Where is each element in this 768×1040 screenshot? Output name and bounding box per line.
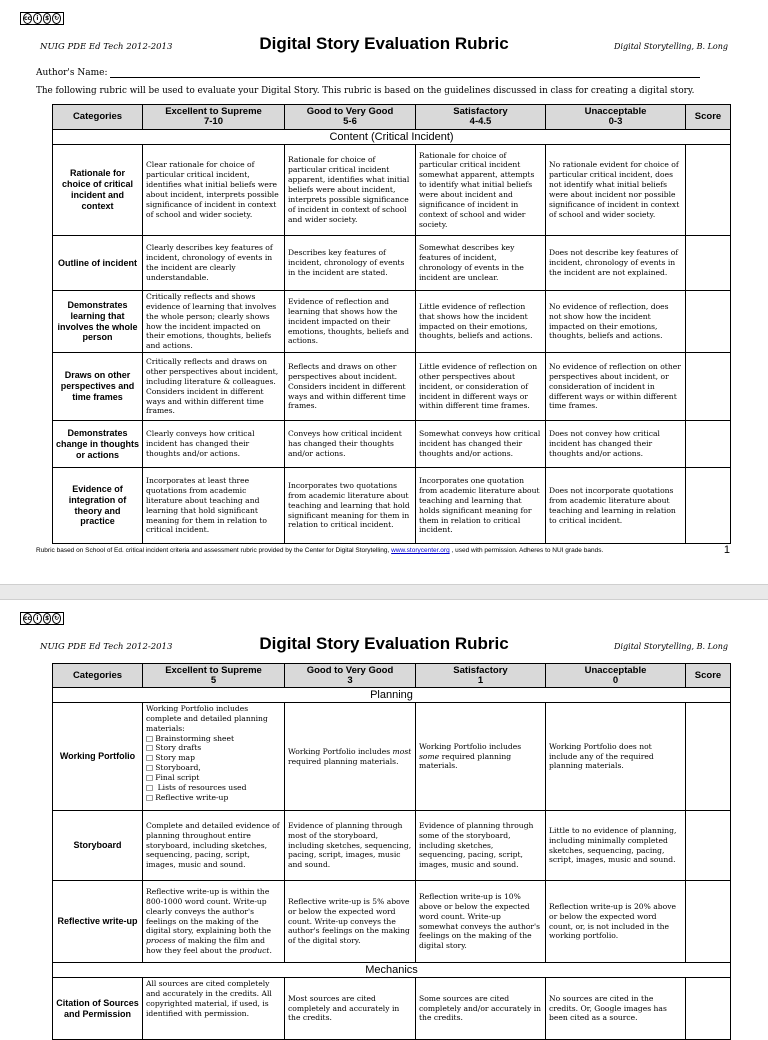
criteria-cell: All sources are cited completely and accurately in the credits. All copyrighted material, if used, is identified with permission. [143, 978, 285, 1040]
criteria-cell: Does not incorporate quotations from academic literature about teaching and learning in relation to critical incident. [546, 468, 686, 544]
author-name-field: Author's Name: [36, 68, 700, 78]
noncommercial-icon: $ [43, 613, 52, 624]
course-label: NUIG PDE Ed Tech 2012-2013 [40, 642, 173, 652]
author-name-line [110, 77, 700, 78]
page-number: 1 [723, 544, 730, 556]
criteria-cell: No rationale evident for choice of particular critical incident, does not identify what initial beliefs were about incident nor possible significance of incident in context of school and wider society. [546, 145, 686, 236]
criteria-cell: Describes key features of incident, chronology of events in the incident are stated. [285, 236, 416, 291]
column-header: Excellent to Supreme 5 [143, 664, 285, 688]
content-rubric-table [52, 104, 731, 544]
list-item: □ Story map [146, 753, 281, 763]
column-header: Score [686, 664, 731, 688]
criteria-cell: Complete and detailed evidence of planning throughout entire storyboard, including sketches, sequencing, pacing, script, images, music and sound. [143, 811, 285, 881]
score-cell[interactable] [686, 811, 731, 881]
category-label: Citation of Sources and Permission [53, 978, 143, 1040]
author-credit: Digital Storytelling, B. Long [614, 642, 728, 651]
column-header: Satisfactory 1 [416, 664, 546, 688]
planning-rubric-table [52, 663, 731, 1040]
score-cell[interactable] [686, 703, 731, 811]
category-label: Demonstrates learning that involves the whole person [53, 291, 143, 353]
criteria-cell: Conveys how critical incident has changed their thoughts and/or actions. [285, 421, 416, 468]
criteria-cell: Rationale for choice of particular critical incident apparent, identifies what initial beliefs were about incident, interprets possible significance of incident in context of school and wider society. [285, 145, 416, 236]
score-cell[interactable] [686, 421, 731, 468]
table-row [53, 881, 731, 963]
criteria-cell: Evidence of planning through most of the storyboard, including sketches, sequencing, pacing, script, images, music and sound. [285, 811, 416, 881]
table-header-row [53, 664, 731, 688]
column-header: Good to Very Good 3 [285, 664, 416, 688]
column-header: Excellent to Supreme 7-10 [143, 105, 285, 130]
list-item: □ Story drafts [146, 743, 281, 753]
table-row [53, 145, 731, 236]
criteria-cell: Clearly describes key features of incident, chronology of events in the incident are clearly understandable. [143, 236, 285, 291]
criteria-cell: Working Portfolio includes complete and detailed planning materials: □ Brainstorming sheet □ Story drafts □ Story map □ Storyboard, □ Final script □ Lists of resources used □ Reflective write-up [143, 703, 285, 811]
section-row [53, 130, 731, 145]
criteria-cell: Clear rationale for choice of particular critical incident, identifies what initial beliefs were about incident, interprets possible significance of incident in context of school and wider society. [143, 145, 285, 236]
list-item: □ Lists of resources used [146, 783, 281, 793]
author-credit: Digital Storytelling, B. Long [614, 42, 728, 51]
score-cell[interactable] [686, 978, 731, 1040]
page-separator [0, 584, 768, 600]
criteria-cell: Reflection write-up is 20% above or below the expected word count, or, is not included in the working portfolio. [546, 881, 686, 963]
column-header: Good to Very Good 5-6 [285, 105, 416, 130]
sharealike-icon: ↻ [54, 615, 60, 622]
storycenter-link[interactable]: www.storycenter.org [391, 547, 450, 554]
category-label: Storyboard [53, 811, 143, 881]
criteria-cell: No evidence of reflection on other perspectives about incident, or consideration of incident in different ways or within different time frames. [546, 353, 686, 421]
criteria-cell: Somewhat describes key features of incident, chronology of events in the incident are unclear. [416, 236, 546, 291]
page-title: Digital Story Evaluation Rubric [259, 34, 509, 53]
criteria-cell: Reflects and draws on other perspectives about incident. Considers incident in different ways and within different time frames. [285, 353, 416, 421]
criteria-cell: Does not convey how critical incident has changed their thoughts and/or actions. [546, 421, 686, 468]
sharealike-icon: ↻ [54, 15, 60, 22]
table-row [53, 468, 731, 544]
list-item: □ Final script [146, 773, 281, 783]
column-header: Categories [53, 105, 143, 130]
category-label: Outline of incident [53, 236, 143, 291]
attribution-icon: i [33, 13, 42, 24]
criteria-cell: Incorporates two quotations from academic literature about teaching and learning that hold significant meaning for them in relation to critical incident. [285, 468, 416, 544]
criteria-cell: No evidence of reflection, does not show how the incident impacted on their emotions, thoughts, beliefs and actions. [546, 291, 686, 353]
criteria-cell: Evidence of reflection and learning that shows how the incident impacted on their emotions, thoughts, beliefs and actions. [285, 291, 416, 353]
cc-icon: cc [24, 15, 32, 22]
criteria-cell: Incorporates one quotation from academic literature about teaching and learning that holds significant meaning for them in relation to critical incident. [416, 468, 546, 544]
table-row [53, 811, 731, 881]
footnote: Rubric based on School of Ed. critical incident criteria and assessment rubric provided by the Center for Digital Storytelling, www.storycenter.org , used with permission. Adheres to NUI grade bands. [36, 547, 604, 554]
list-item: □ Reflective write-up [146, 793, 281, 803]
list-item: □ Storyboard, [146, 763, 281, 773]
section-row [53, 963, 731, 978]
score-cell[interactable] [686, 881, 731, 963]
criteria-cell: Does not describe key features of incident, chronology of events in the incident are not explained. [546, 236, 686, 291]
category-label: Reflective write-up [53, 881, 143, 963]
criteria-cell: Reflection write-up is 10% above or below the expected word count. Write-up somewhat conveys the author's feelings on the making of the digital story. [416, 881, 546, 963]
table-header-row [53, 105, 731, 130]
criteria-cell: Working Portfolio includes most required planning materials. [285, 703, 416, 811]
score-cell[interactable] [686, 353, 731, 421]
table-row [53, 978, 731, 1040]
noncommercial-icon: $ [43, 13, 52, 24]
attribution-icon: i [33, 613, 42, 624]
section-row [53, 688, 731, 703]
score-cell[interactable] [686, 145, 731, 236]
column-header: Categories [53, 664, 143, 688]
category-label: Demonstrates change in thoughts or actions [53, 421, 143, 468]
column-header: Unacceptable 0 [546, 664, 686, 688]
score-cell[interactable] [686, 291, 731, 353]
table-row [53, 421, 731, 468]
criteria-cell: Evidence of planning through some of the storyboard, including sketches, sequencing, pacing, script, images, music and sound. [416, 811, 546, 881]
score-cell[interactable] [686, 468, 731, 544]
table-row [53, 236, 731, 291]
criteria-cell: Critically reflects and draws on other perspectives about incident, including literature & colleagues. Considers incident in different ways and within different time frames. [143, 353, 285, 421]
criteria-cell: Somewhat conveys how critical incident has changed their thoughts and/or actions. [416, 421, 546, 468]
list-item: □ Brainstorming sheet [146, 734, 281, 744]
criteria-cell: Rationale for choice of particular critical incident somewhat apparent, attempts to identify what initial beliefs were about incident and significance of incident in context of school and wider society. [416, 145, 546, 236]
rubric-page-2 [0, 600, 768, 1024]
section-heading: Mechanics [53, 963, 731, 978]
column-header: Unacceptable 0-3 [546, 105, 686, 130]
category-label: Draws on other perspectives and time frames [53, 353, 143, 421]
table-row [53, 703, 731, 811]
criteria-cell: Some sources are cited completely and/or accurately in the credits. [416, 978, 546, 1040]
criteria-cell: Reflective write-up is within the 800-1000 word count. Write-up clearly conveys the author's feelings on the making of the digital story, explaining both the process of making the film and how they feel about the product. [143, 881, 285, 963]
column-header: Score [686, 105, 731, 130]
intro-text: The following rubric will be used to evaluate your Digital Story. This rubric is based on the guidelines discussed in class for creating a digital story. [36, 86, 695, 96]
creative-commons-license-badge [20, 612, 64, 625]
category-label: Rationale for choice of critical incident and context [53, 145, 143, 236]
table-row [53, 291, 731, 353]
criteria-cell: Reflective write-up is 5% above or below the expected word count. Write-up conveys the author's feelings on the making of the digital story. [285, 881, 416, 963]
category-label: Evidence of integration of theory and practice [53, 468, 143, 544]
criteria-cell: Little evidence of reflection on other perspectives about incident, or consideration of incident in different ways or within different time frames. [416, 353, 546, 421]
criteria-cell: Critically reflects and shows evidence of learning that involves the whole person; clearly shows how the incident impacted on their emotions, thoughts, beliefs and actions. [143, 291, 285, 353]
criteria-cell: Clearly conveys how critical incident has changed their thoughts and/or actions. [143, 421, 285, 468]
column-header: Satisfactory 4-4.5 [416, 105, 546, 130]
planning-materials-list [146, 734, 281, 803]
criteria-cell: Little to no evidence of planning, including minimally completed sketches, sequencing, pacing, script, images, music and sound. [546, 811, 686, 881]
section-heading: Planning [53, 688, 731, 703]
section-heading: Content (Critical Incident) [53, 130, 731, 145]
cc-icon: cc [24, 615, 32, 622]
page-title: Digital Story Evaluation Rubric [259, 634, 509, 653]
creative-commons-license-badge [20, 12, 64, 25]
course-label: NUIG PDE Ed Tech 2012-2013 [40, 42, 173, 52]
table-row [53, 353, 731, 421]
score-cell[interactable] [686, 236, 731, 291]
criteria-cell: Incorporates at least three quotations from academic literature about teaching and learning that hold significant meaning for them in relation to critical incident. [143, 468, 285, 544]
criteria-cell: No sources are cited in the credits. Or, Google images has been cited as a source. [546, 978, 686, 1040]
criteria-cell: Little evidence of reflection that shows how the incident impacted on their emotions, thoughts, beliefs and actions. [416, 291, 546, 353]
criteria-cell: Most sources are cited completely and accurately in the credits. [285, 978, 416, 1040]
criteria-cell: Working Portfolio does not include any of the required planning materials. [546, 703, 686, 811]
criteria-cell: Working Portfolio includes some required planning materials. [416, 703, 546, 811]
category-label: Working Portfolio [53, 703, 143, 811]
